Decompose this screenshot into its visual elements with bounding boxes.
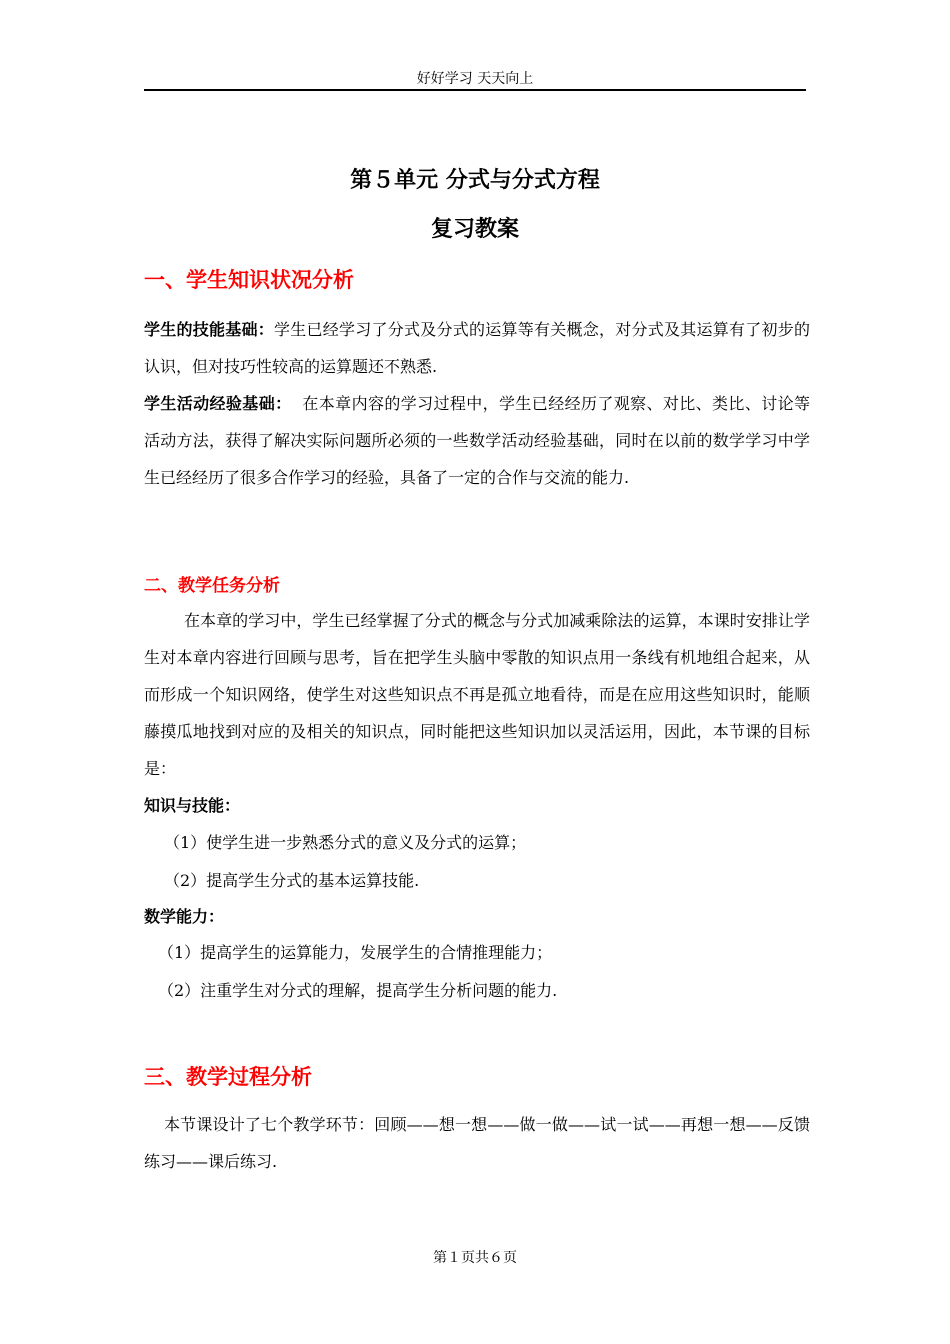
document-title: 第５单元 分式与分式方程	[350, 168, 600, 193]
math-ability-item-1: （1）提高学生的运算能力，发展学生的合情推理能力；	[158, 943, 553, 962]
header-rule	[144, 89, 806, 91]
skill-foundation-label: 学生的技能基础：	[144, 320, 274, 339]
math-ability-label: 数学能力：	[144, 907, 225, 926]
page-footer: 第１页共６页	[433, 1250, 517, 1266]
page-header: 好好学习 天天向上	[416, 71, 534, 87]
math-ability-item-2: （2）注重学生对分式的理解，提高学生分析问题的能力.	[158, 981, 558, 1000]
skill-foundation-text: 学生已经学习了分式及分式的运算等有关概念，对分式及其运算有了初步的认识，但对技巧性较高的运算题还不熟悉.	[144, 320, 810, 376]
process-analysis-paragraph: 本节课设计了七个教学环节：回顾——想一想——做一做——试一试——再想一想——反馈练习——课后练习.	[144, 1115, 810, 1171]
knowledge-item-1: （1）使学生进一步熟悉分式的意义及分式的运算；	[164, 833, 527, 852]
section-heading-task-analysis: 二、教学任务分析	[144, 576, 280, 596]
skill-foundation-paragraph	[144, 311, 810, 385]
activity-experience-paragraph	[144, 385, 810, 496]
knowledge-item-2: （2）提高学生分式的基本运算技能.	[164, 871, 420, 890]
section-heading-process-analysis: 三、教学过程分析	[144, 1065, 312, 1089]
section-heading-student-analysis: 一、学生知识状况分析	[144, 268, 354, 292]
document-subtitle: 复习教案	[430, 217, 519, 242]
activity-experience-text: 在本章内容的学习过程中，学生已经经历了观察、对比、类比、讨论等活动方法，获得了解决实际问题所必须的一些数学活动经验基础，同时在以前的数学学习中学生已经经历了很多合作学习的经验，具备了一定的合作与交流的能力.	[144, 394, 810, 487]
activity-experience-label: 学生活动经验基础：	[144, 394, 292, 413]
knowledge-skills-label: 知识与技能：	[144, 796, 241, 815]
task-analysis-paragraph: 在本章的学习中，学生已经掌握了分式的概念与分式加减乘除法的运算，本课时安排让学生对本章内容进行回顾与思考，旨在把学生头脑中零散的知识点用一条线有机地组合起来，从而形成一个知识网络，使学生对这些知识点不再是孤立地看待，而是在应用这些知识时，能顺藤摸瓜地找到对应的及相关的知识点，同时能把这些知识加以灵活运用，因此，本节课的目标是：	[144, 611, 810, 778]
